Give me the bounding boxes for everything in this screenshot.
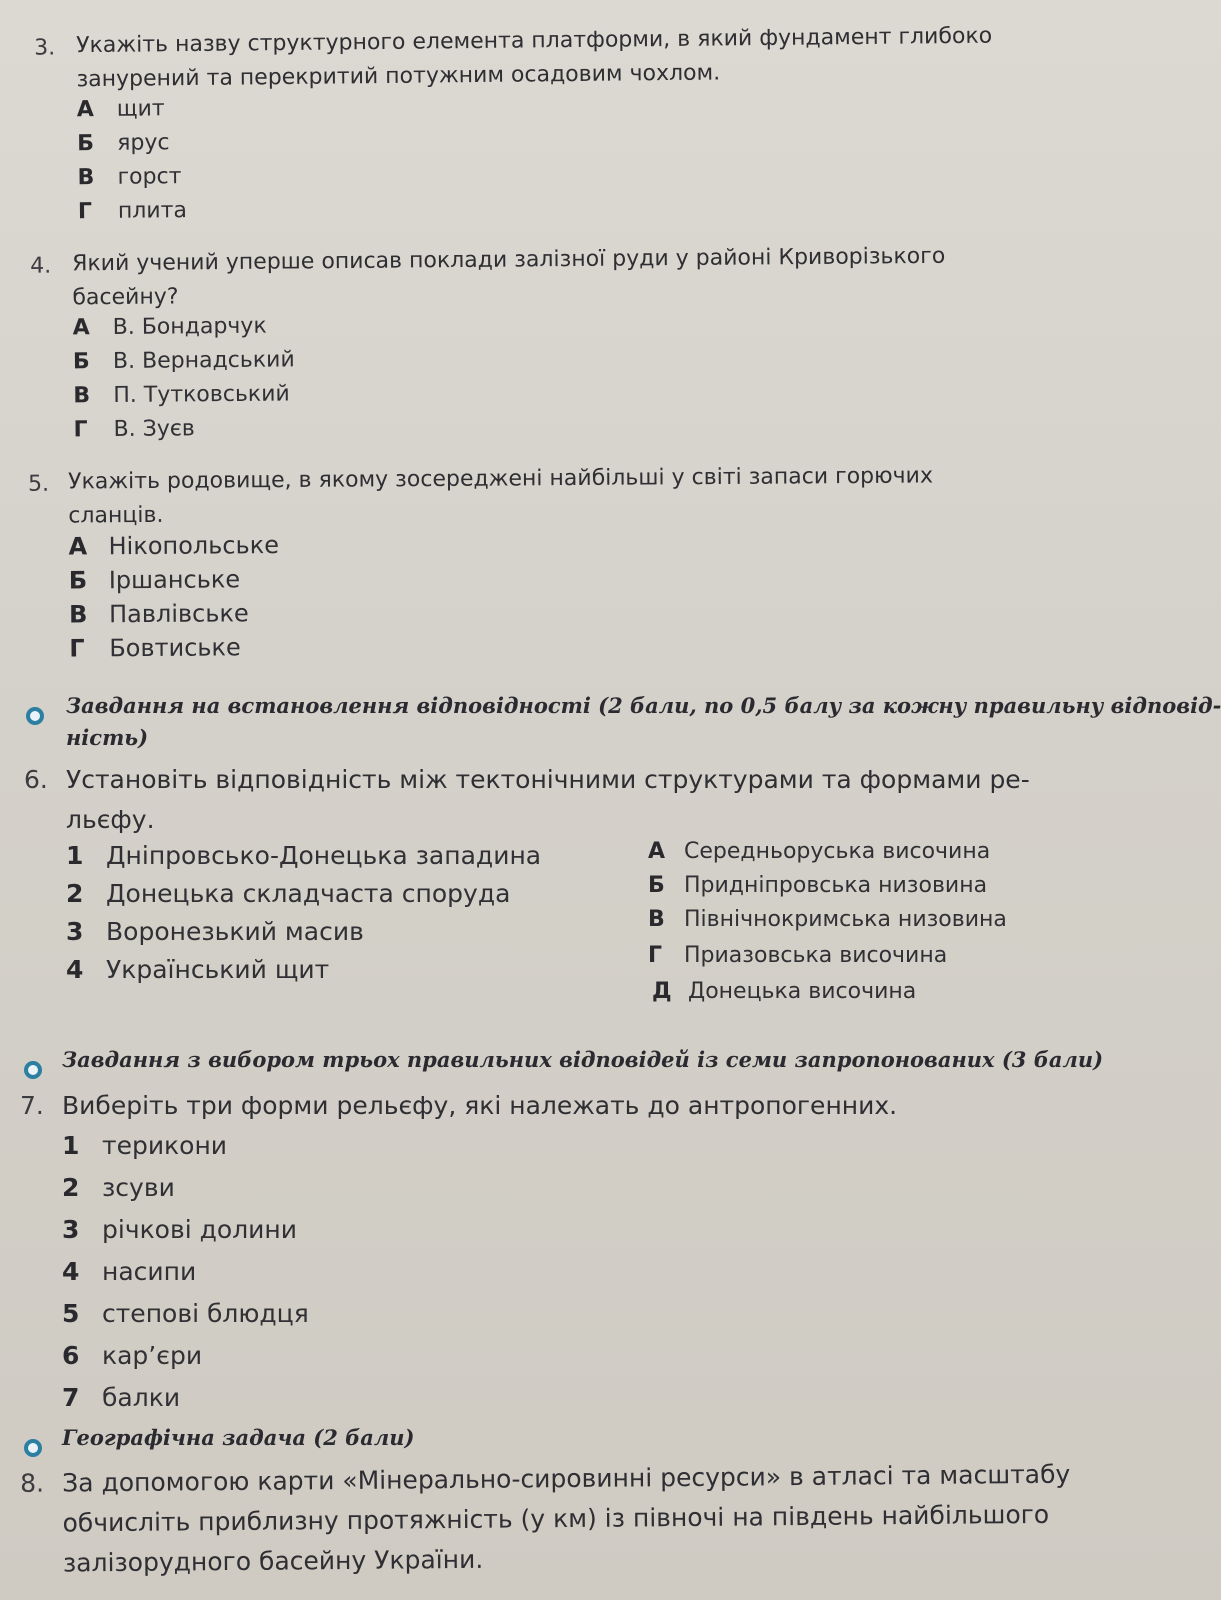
option-text: Іршанське: [108, 565, 241, 595]
option-c[interactable]: [69, 598, 249, 629]
option-3[interactable]: [62, 1210, 297, 1250]
item-text: Воронезький масив: [106, 917, 364, 946]
section-heading-line: ність): [66, 725, 149, 750]
question-text-line: Який учений уперше описав поклади залізної руди у районі Криворізького: [72, 243, 946, 277]
question-text: [66, 760, 1086, 840]
item-number: 2: [66, 879, 84, 908]
section-bullet-icon: [24, 1439, 42, 1457]
question-text: [62, 1454, 1103, 1583]
question-5: [0, 458, 1095, 663]
option-text: кар’єри: [102, 1341, 203, 1370]
option-letter: А: [72, 315, 90, 341]
section-bullet-icon: [24, 1061, 42, 1079]
question-text: [62, 1086, 1062, 1126]
match-right-item[interactable]: [652, 972, 916, 1012]
option-letter: Б: [68, 566, 88, 595]
question-text: [76, 19, 1077, 97]
option-d[interactable]: [73, 414, 195, 445]
match-left-item[interactable]: [66, 836, 541, 876]
item-text: Донецька складчаста споруда: [106, 879, 511, 908]
item-text: Північнокримська низовина: [684, 907, 1007, 932]
option-text: річкові долини: [102, 1215, 298, 1244]
item-letter: Д: [652, 979, 672, 1004]
option-number: 4: [62, 1257, 80, 1286]
item-text: Дніпровсько-Донецька западина: [106, 841, 542, 870]
match-left-item[interactable]: [66, 950, 329, 990]
question-4: [0, 238, 1095, 443]
question-text-line: За допомогою карти «Мінерально-сировинні ресурси» в атласі та масштабу: [62, 1459, 1071, 1498]
option-number: 2: [62, 1173, 80, 1202]
option-text: насипи: [102, 1257, 197, 1286]
question-number: 8.: [20, 1468, 45, 1498]
option-text: Бовтиське: [109, 633, 241, 663]
option-4[interactable]: [62, 1252, 196, 1292]
option-text: В. Зуєв: [113, 416, 195, 443]
option-5[interactable]: [62, 1294, 309, 1334]
option-text: терикони: [102, 1131, 228, 1160]
option-number: 1: [62, 1131, 80, 1160]
question-text-line: занурений та перекритий потужним осадовим чохлом.: [76, 60, 721, 93]
option-d[interactable]: [78, 196, 187, 227]
option-letter: Г: [69, 634, 85, 663]
option-text: ярус: [117, 130, 170, 156]
question-text: [72, 239, 1073, 316]
option-6[interactable]: [62, 1336, 202, 1376]
option-text: Нікопольське: [108, 531, 280, 561]
section-heading-line: Завдання на встановлення відповідності (2 бали, по 0,5 балу за кожну правильну відповід-: [66, 693, 1221, 718]
item-letter: Г: [648, 943, 663, 968]
question-text-line: льєфу.: [66, 805, 155, 834]
section-heading-matching: [66, 690, 1221, 754]
option-text: В. Вернадський: [112, 347, 295, 375]
option-text: Павлівське: [108, 599, 249, 629]
item-text: Придніпровська низовина: [684, 873, 988, 898]
section-heading-three-answers: [62, 1044, 1104, 1076]
option-letter: Г: [73, 417, 88, 443]
option-text: П. Тутковський: [113, 381, 290, 409]
item-letter: А: [648, 839, 666, 864]
section-heading-line: Географічна задача (2 бали): [62, 1425, 415, 1450]
option-b[interactable]: [73, 345, 295, 377]
option-text: В. Бондарчук: [112, 313, 267, 341]
option-text: плита: [117, 198, 188, 224]
match-right-item[interactable]: [648, 900, 1007, 940]
question-text-line: басейну?: [72, 284, 179, 311]
option-2[interactable]: [62, 1168, 175, 1208]
option-a[interactable]: [77, 94, 165, 125]
question-text-line: сланців.: [68, 502, 164, 529]
option-letter: Г: [77, 199, 93, 225]
option-text: зсуви: [102, 1173, 175, 1202]
section-heading-geo-problem: [62, 1422, 1072, 1454]
question-text-line: Виберіть три форми рельєфу, які належать до антропогенних.: [62, 1091, 898, 1120]
question-text-line: Установіть відповідність між тектонічними структурами та формами ре-: [66, 765, 1030, 794]
option-c[interactable]: [73, 379, 290, 411]
option-d[interactable]: [69, 632, 241, 663]
item-text: Український щит: [106, 955, 330, 984]
option-letter: А: [76, 97, 95, 123]
item-letter: Б: [648, 873, 665, 898]
option-letter: Б: [77, 131, 95, 157]
option-b[interactable]: [69, 564, 240, 595]
option-c[interactable]: [77, 162, 181, 193]
option-1[interactable]: [62, 1126, 227, 1166]
option-letter: Б: [72, 349, 90, 375]
item-number: 3: [66, 917, 84, 946]
option-a[interactable]: [73, 312, 267, 344]
option-letter: В: [73, 383, 91, 409]
question-text-line: залізорудного басейну України.: [62, 1544, 484, 1578]
question-text: [68, 458, 1078, 533]
match-right-item[interactable]: [648, 936, 947, 976]
question-number: 3.: [34, 35, 56, 61]
section-bullet-icon: [26, 707, 44, 725]
question-number: 7.: [20, 1091, 44, 1120]
option-b[interactable]: [77, 128, 170, 159]
option-number: 7: [62, 1383, 80, 1412]
match-left-item[interactable]: [66, 874, 510, 914]
option-text: степові блюдця: [102, 1299, 309, 1328]
item-number: 1: [66, 841, 84, 870]
option-text: горст: [117, 164, 182, 190]
question-text-line: обчисліть приблизну протяжність (у км) із півночі на південь найбільшого: [62, 1499, 1050, 1538]
match-left-item[interactable]: [66, 912, 364, 952]
question-text-line: Укажіть родовище, в якому зосереджені найбільші у світі запаси горючих: [68, 463, 934, 495]
question-number: 6.: [24, 765, 48, 794]
item-text: Донецька височина: [688, 979, 917, 1004]
question-text-line: Укажіть назву структурного елемента платформи, в який фундамент глибоко: [76, 23, 993, 59]
option-number: 3: [62, 1215, 80, 1244]
option-letter: В: [77, 165, 95, 191]
option-text: щит: [116, 96, 165, 122]
option-text: балки: [102, 1383, 181, 1412]
item-letter: В: [648, 907, 665, 932]
item-text: Середньоруська височина: [684, 839, 991, 864]
item-number: 4: [66, 955, 84, 984]
option-letter: В: [68, 600, 88, 629]
item-text: Приазовська височина: [684, 943, 948, 968]
question-number: 5.: [28, 471, 50, 497]
option-number: 5: [62, 1299, 80, 1328]
section-heading-line: Завдання з вибором трьох правильних відповідей із семи запропонованих (3 бали): [62, 1047, 1104, 1072]
option-a[interactable]: [68, 530, 279, 561]
question-number: 4.: [30, 253, 52, 279]
option-number: 6: [62, 1341, 80, 1370]
option-7[interactable]: [62, 1378, 180, 1418]
option-letter: А: [68, 532, 88, 561]
question-3: [0, 19, 1095, 225]
